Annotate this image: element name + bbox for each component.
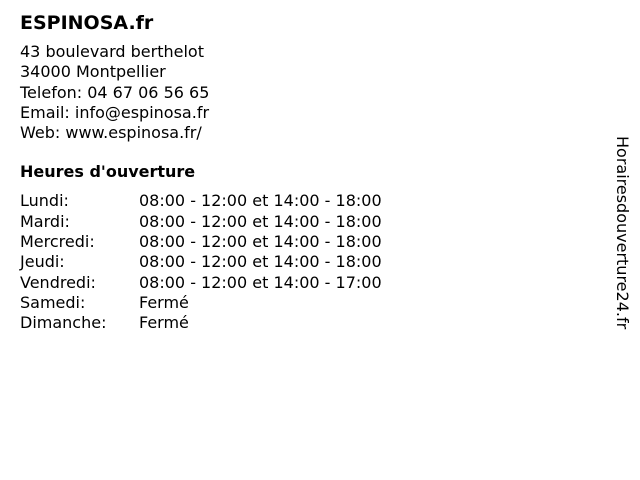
contact-block [20, 42, 580, 143]
day-hours: Fermé [139, 313, 189, 333]
email-line: Email: info@espinosa.fr [20, 102, 210, 122]
day-label: Vendredi: [20, 272, 96, 292]
hours-row-tuesday [20, 212, 580, 232]
day-label: Lundi: [20, 191, 69, 211]
day-label: Mardi: [20, 211, 70, 231]
day-label: Mercredi: [20, 232, 95, 252]
day-hours: Fermé [139, 292, 189, 312]
day-hours: 08:00 - 12:00 et 14:00 - 17:00 [139, 272, 382, 292]
day-hours: 08:00 - 12:00 et 14:00 - 18:00 [139, 252, 382, 272]
site-watermark: Horairesdouverture24.fr [613, 136, 632, 330]
business-name: ESPINOSA.fr [20, 12, 154, 34]
day-label: Dimanche: [20, 313, 107, 333]
address-line-1: 43 boulevard berthelot [20, 42, 204, 61]
hours-row-friday [20, 273, 580, 293]
hours-row-thursday [20, 252, 580, 272]
phone-line: Telefon: 04 67 06 56 65 [20, 82, 210, 102]
hours-row-sunday [20, 313, 580, 333]
day-label: Samedi: [20, 292, 86, 312]
business-card [20, 10, 580, 334]
hours-heading: Heures d'ouverture [20, 162, 196, 182]
hours-row-wednesday [20, 232, 580, 252]
hours-row-saturday [20, 293, 580, 313]
address-line-2: 34000 Montpellier [20, 62, 166, 82]
day-hours: 08:00 - 12:00 et 14:00 - 18:00 [139, 191, 382, 211]
hours-row-monday [20, 191, 580, 211]
day-hours: 08:00 - 12:00 et 14:00 - 18:00 [139, 232, 382, 252]
day-hours: 08:00 - 12:00 et 14:00 - 18:00 [139, 211, 382, 231]
web-line: Web: www.espinosa.fr/ [20, 123, 202, 143]
hours-table [20, 191, 580, 333]
day-label: Jeudi: [20, 252, 65, 272]
